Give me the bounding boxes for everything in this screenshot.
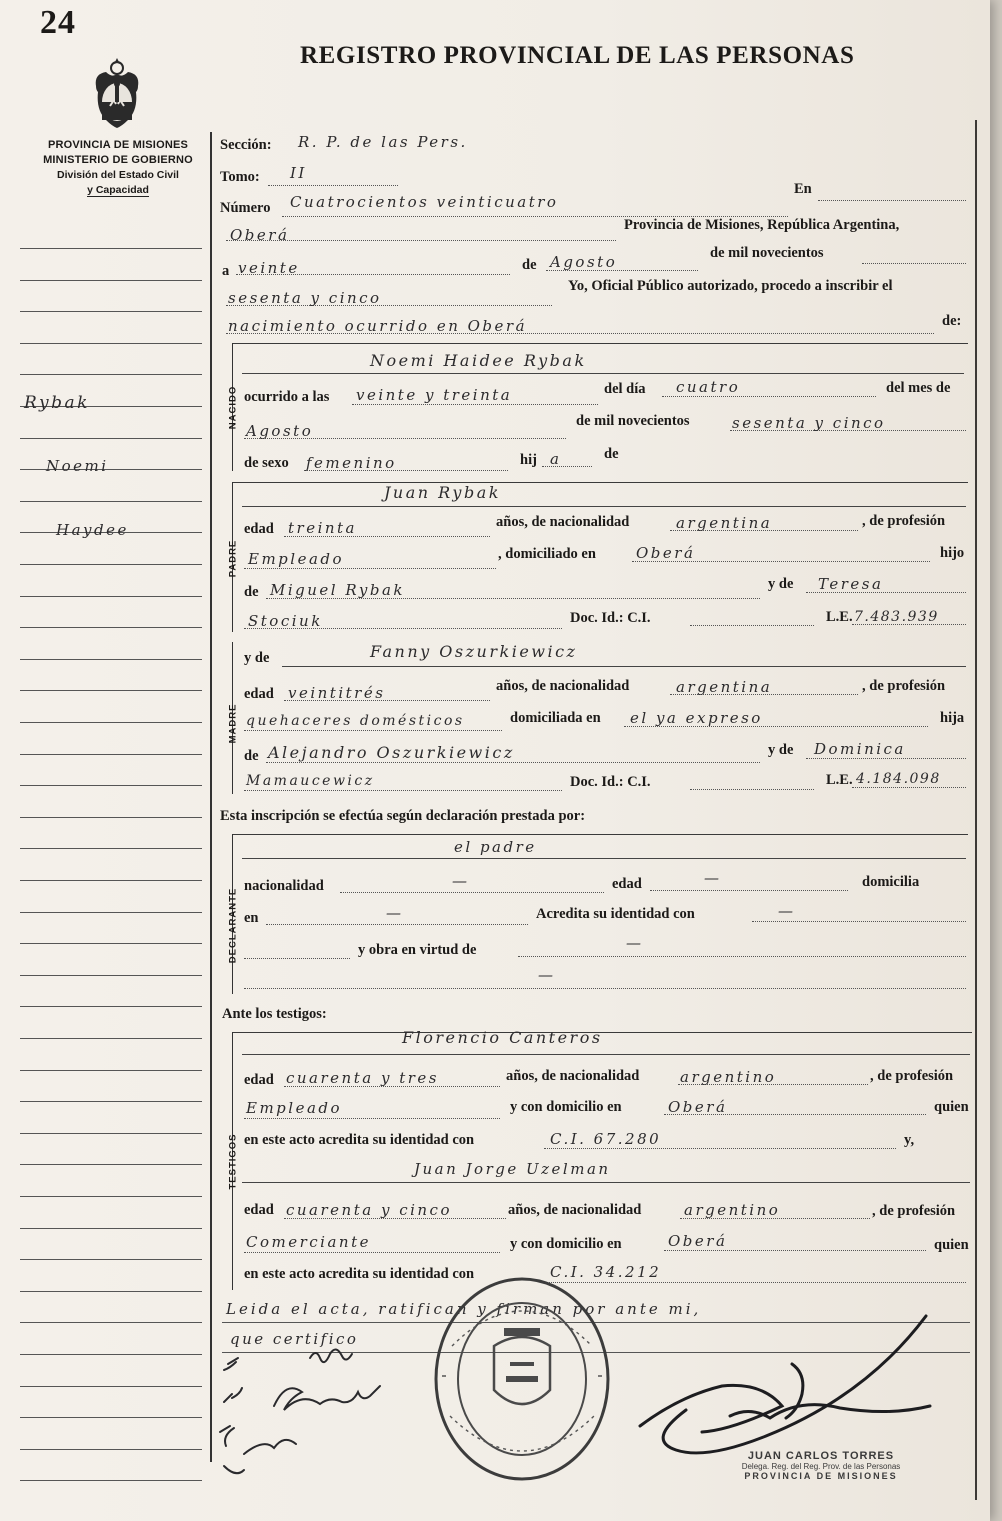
issuing-authority: [18, 138, 218, 198]
margin-rule-line: [20, 280, 202, 281]
declarante-en-label: en: [244, 910, 259, 926]
hij-label: hij: [520, 452, 537, 468]
testigo1-quien-label: quien: [934, 1099, 969, 1115]
seccion-label: Sección:: [220, 137, 272, 153]
testigo2-nacionalidad: argentino: [684, 1201, 781, 1219]
authority-ministry: MINISTERIO DE GOBIERNO: [43, 154, 193, 166]
margin-rule-line: [20, 848, 202, 849]
margin-rule-line: [20, 817, 202, 818]
padre-madre: Teresa: [818, 575, 884, 593]
testigo2-acredita: C.I. 34.212: [550, 1263, 662, 1281]
margin-surname: Rybak: [24, 393, 90, 413]
declarante-en: —: [386, 904, 404, 922]
margin-rule-line: [20, 596, 202, 597]
madre-yde-label: y de: [244, 650, 270, 666]
birth-year: sesenta y cinco: [732, 414, 886, 432]
testigo1-dom-label: y con domicilio en: [510, 1099, 622, 1115]
declarante-acredita: —: [778, 902, 796, 920]
tomo-value: II: [290, 164, 307, 182]
padre-edad-label: edad: [244, 521, 274, 537]
ocurrido-label: ocurrido a las: [244, 389, 330, 405]
madre-nacionalidad: argentina: [676, 678, 773, 696]
margin-rule-line: [20, 374, 202, 375]
month-value: Agosto: [550, 253, 618, 271]
birth-day: cuatro: [676, 378, 741, 396]
margin-rule-line: [20, 659, 202, 660]
numero-value: Cuatrocientos veinticuatro: [290, 193, 559, 211]
margin-notes-column: [20, 232, 202, 1502]
mil-novecientos-label: de mil novecientos: [710, 245, 824, 261]
madre-profesion: quehaceres domésticos: [246, 713, 465, 729]
declarante-acredita-label: Acredita su identidad con: [536, 906, 695, 922]
madre-hija-label: hija: [940, 710, 965, 726]
margin-rule-line: [20, 1291, 202, 1292]
margin-rule-line: [20, 912, 202, 913]
madre-le-label: L.E.: [826, 772, 853, 788]
padre-domicilio: Oberá: [636, 544, 696, 562]
madre-madre: Dominica: [814, 740, 906, 758]
main-column-border: [210, 132, 212, 1462]
nacido-name: Noemi Haidee Rybak: [370, 351, 587, 370]
declarante-nac-label: nacionalidad: [244, 878, 324, 894]
margin-rule-line: [20, 1133, 202, 1134]
padre-nac-label: años, de nacionalidad: [496, 514, 630, 530]
testigo2-edad: cuarenta y cinco: [286, 1201, 452, 1219]
de-colon-label: de:: [942, 313, 962, 329]
testigo1-nac-label: años, de nacionalidad: [506, 1068, 640, 1084]
party-signatures: [214, 1336, 454, 1486]
testigo1-edad: cuarenta y tres: [286, 1069, 439, 1087]
testigo2-acredita-label: en este acto acredita su identidad con: [244, 1266, 475, 1282]
official-name: JUAN CARLOS TORRES: [747, 1450, 895, 1462]
declarante-name: el padre: [454, 838, 537, 856]
en-label: En: [794, 181, 812, 197]
declarante-domicilia-label: domicilia: [862, 874, 920, 890]
margin-rule-line: [20, 1101, 202, 1102]
nacido-section-label: NACIDO: [227, 385, 239, 430]
oficial-label: Yo, Oficial Público autorizado, procedo a inscribir el: [568, 278, 893, 294]
madre-edad: veintitrés: [288, 684, 386, 702]
testigo2-domicilio: Oberá: [668, 1232, 728, 1250]
margin-rule-line: [20, 627, 202, 628]
margin-rule-line: [20, 785, 202, 786]
document-title: REGISTRO PROVINCIAL DE LAS PERSONAS: [300, 42, 855, 69]
closing-text-line2: que certifico: [230, 1330, 359, 1348]
margin-rule-line: [20, 975, 202, 976]
official-province: PROVINCIA DE MISIONES: [744, 1471, 898, 1481]
madre-de-label: de: [244, 748, 259, 764]
testigo2-dom-label: y con domicilio en: [510, 1236, 622, 1252]
margin-rule-line: [20, 1006, 202, 1007]
seccion-value: R. P. de las Pers.: [298, 133, 468, 151]
declarante-extra: —: [538, 966, 556, 984]
madre-doc-label: Doc. Id.: C.I.: [570, 774, 651, 790]
margin-rule-line: [20, 1164, 202, 1165]
margin-rule-line: [20, 1386, 202, 1387]
madre-madre-surname: Mamaucewicz: [246, 773, 375, 789]
padre-hijo-label: hijo: [940, 545, 965, 561]
official-signature: [580, 1300, 960, 1470]
padre-prof-label: , de profesión: [862, 513, 946, 529]
padre-madre-surname: Stociuk: [248, 612, 323, 630]
madre-section-label: MADRE: [227, 703, 239, 744]
margin-rule-line: [20, 1038, 202, 1039]
padre-yde-label: y de: [768, 576, 794, 592]
testigo2-quien-label: quien: [934, 1237, 969, 1253]
page-edge-line: [975, 120, 977, 1500]
testigo1-prof-label: , de profesión: [870, 1068, 954, 1084]
madre-domicilio: el ya expreso: [630, 709, 763, 727]
declarante-top-rule: [232, 834, 968, 835]
margin-rule-line: [20, 248, 202, 249]
margin-rule-line: [20, 343, 202, 344]
official-role: Delega. Reg. del Reg. Prov. de las Personas: [741, 1462, 901, 1471]
margin-rule-line: [20, 564, 202, 565]
padre-edad: treinta: [288, 519, 358, 537]
padre-le-label: L.E.: [826, 609, 853, 625]
margin-rule-line: [20, 501, 202, 502]
madre-dom-label: domiciliada en: [510, 710, 601, 726]
madre-yde2-label: y de: [768, 742, 794, 758]
dia-label: del día: [604, 381, 646, 397]
numero-label: Número: [220, 200, 271, 216]
de-label: de: [522, 257, 537, 273]
testigo1-nacionalidad: argentino: [680, 1068, 777, 1086]
declaracion-label: Esta inscripción se efectúa según declaración prestada por:: [220, 808, 586, 824]
madre-nac-label: años, de nacionalidad: [496, 678, 630, 694]
place-value: Oberá: [230, 226, 290, 244]
margin-rule-line: [20, 1354, 202, 1355]
tomo-label: Tomo:: [220, 169, 260, 185]
margin-rule-line: [20, 1480, 202, 1481]
sexo-label: de sexo: [244, 455, 289, 471]
year-value: sesenta y cinco: [228, 289, 382, 307]
testigo1-y-label: y,: [904, 1132, 915, 1148]
testigos-intro-label: Ante los testigos:: [222, 1006, 327, 1022]
nacido-top-rule: [232, 343, 968, 344]
padre-padre: Miguel Rybak: [270, 581, 405, 599]
testigo2-name: Juan Jorge Uzelman: [414, 1160, 611, 1178]
nacido-mil-label: de mil novecientos: [576, 413, 690, 429]
a-label: a: [222, 263, 230, 279]
acto-value: nacimiento ocurrido en Oberá: [228, 317, 528, 335]
margin-rule-line: [20, 1259, 202, 1260]
margin-rule-line: [20, 311, 202, 312]
declarante-edad-label: edad: [612, 876, 642, 892]
margin-rule-line: [20, 754, 202, 755]
authority-province: PROVINCIA DE MISIONES: [47, 139, 189, 151]
hij-suffix: a: [550, 450, 562, 468]
margin-rule-line: [20, 438, 202, 439]
padre-name: Juan Rybak: [384, 483, 501, 502]
official-name-stamp: [716, 1450, 926, 1481]
authority-division: División del Estado Civil: [57, 169, 179, 181]
madre-le: 4.184.098: [856, 771, 941, 787]
margin-rule-line: [20, 1070, 202, 1071]
authority-capacity: y Capacidad: [87, 184, 149, 196]
coat-of-arms-emblem: [88, 56, 146, 136]
closing-text-line1: Leida el acta, ratifican y firman por ante mi,: [226, 1300, 702, 1318]
testigo1-edad-label: edad: [244, 1072, 274, 1088]
padre-dom-label: , domiciliado en: [498, 546, 596, 562]
declarante-edad: —: [704, 869, 722, 887]
page-number: 24: [40, 4, 76, 41]
padre-le: 7.483.939: [854, 609, 939, 625]
day-value: veinte: [238, 259, 300, 277]
padre-top-rule: [232, 482, 968, 483]
padre-de-label: de: [244, 584, 259, 600]
margin-rule-line: [20, 880, 202, 881]
testigo1-acredita: C.I. 67.280: [550, 1130, 662, 1148]
testigo1-name: Florencio Canteros: [402, 1028, 603, 1047]
testigo2-edad-label: edad: [244, 1202, 274, 1218]
nacido-de-label: de: [604, 446, 619, 462]
birth-hour: veinte y treinta: [356, 386, 513, 404]
madre-padre: Alejandro Oszurkiewicz: [268, 743, 515, 762]
margin-rule-line: [20, 1322, 202, 1323]
margin-rule-line: [20, 1196, 202, 1197]
provincia-label: Provincia de Misiones, República Argentina,: [624, 217, 900, 233]
testigo1-acredita-label: en este acto acredita su identidad con: [244, 1132, 475, 1148]
testigo2-nac-label: años, de nacionalidad: [508, 1202, 642, 1218]
declarante-virtud-label: y obra en virtud de: [358, 942, 477, 958]
margin-rule-line: [20, 1228, 202, 1229]
margin-rule-line: [20, 1417, 202, 1418]
declarante-nacionalidad: —: [452, 872, 470, 890]
margin-rule-line: [20, 1449, 202, 1450]
padre-doc-label: Doc. Id.: C.I.: [570, 610, 651, 626]
declarante-virtud: —: [626, 934, 644, 952]
madre-edad-label: edad: [244, 686, 274, 702]
padre-nacionalidad: argentina: [676, 514, 773, 532]
padre-profesion: Empleado: [248, 550, 345, 568]
margin-rule-line: [20, 722, 202, 723]
madre-name: Fanny Oszurkiewicz: [370, 642, 578, 661]
sexo-value: femenino: [306, 454, 397, 472]
testigos-section-label: TESTIGOS: [227, 1133, 239, 1190]
declarante-section-label: DECLARANTE: [227, 887, 239, 964]
testigo1-domicilio: Oberá: [668, 1098, 728, 1116]
testigo2-profesion: Comerciante: [246, 1233, 371, 1251]
testigo1-profesion: Empleado: [246, 1099, 343, 1117]
margin-middle-name: Haydee: [56, 521, 129, 539]
testigo2-prof-label: , de profesión: [872, 1203, 956, 1219]
padre-section-label: PADRE: [227, 539, 239, 578]
margin-rule-line: [20, 690, 202, 691]
mes-label: del mes de: [886, 380, 951, 396]
madre-prof-label: , de profesión: [862, 678, 946, 694]
margin-first-name: Noemi: [46, 457, 109, 475]
birth-month: Agosto: [246, 422, 314, 440]
margin-rule-line: [20, 943, 202, 944]
